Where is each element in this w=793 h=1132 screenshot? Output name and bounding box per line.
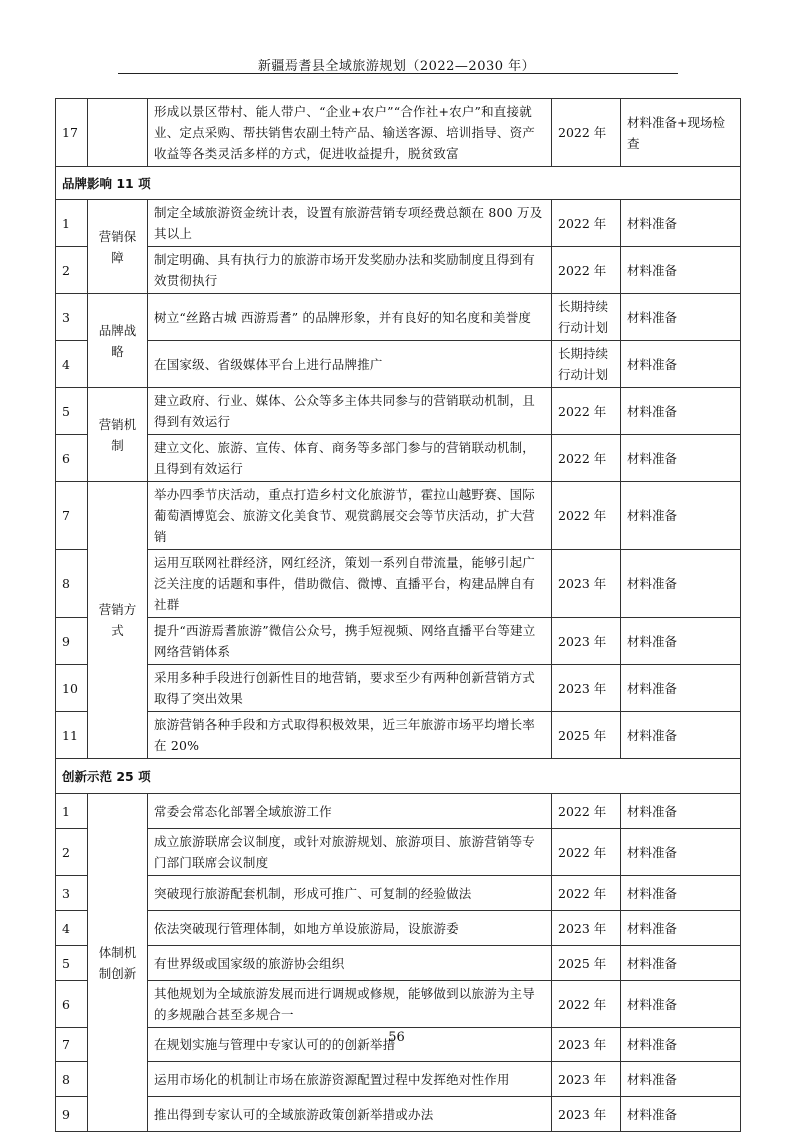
row-description: 运用市场化的机制让市场在旅游资源配置过程中发挥绝对性作用 (148, 1062, 552, 1097)
page-header-title: 新疆焉耆县全域旅游规划（2022—2030 年） (257, 59, 536, 74)
row-description: 制定全域旅游资金统计表，设置有旅游营销专项经费总额在 800 万及其以上 (148, 200, 552, 247)
row-number: 6 (56, 435, 88, 482)
row-method: 材料准备 (621, 482, 741, 550)
row-description: 在规划实施与管理中专家认可的的创新举措 (148, 1028, 552, 1062)
row-number: 3 (56, 294, 88, 341)
row-description: 建立文化、旅游、宣传、体育、商务等多部门参与的营销联动机制，且得到有效运行 (148, 435, 552, 482)
page-number: 56 (388, 1030, 405, 1045)
row-method: 材料准备 (621, 435, 741, 482)
row-method: 材料准备 (621, 911, 741, 946)
row-time: 2022 年 (552, 200, 621, 247)
table-row (56, 294, 741, 341)
row-method: 材料准备 (621, 618, 741, 665)
row-number: 17 (56, 99, 88, 167)
row-category: 营销机制 (88, 388, 148, 482)
row-time: 2023 年 (552, 1097, 621, 1132)
row-time: 2022 年 (552, 435, 621, 482)
row-time: 2025 年 (552, 946, 621, 981)
row-description: 推出得到专家认可的全域旅游政策创新举措或办法 (148, 1097, 552, 1132)
row-description: 运用互联网社群经济，网红经济，策划一系列自带流量，能够引起广泛关注度的话题和事件，借助微信、微博、直播平台，构建品牌自有社群 (148, 550, 552, 618)
row-description: 制定明确、具有执行力的旅游市场开发奖励办法和奖励制度且得到有效贯彻执行 (148, 247, 552, 294)
row-number: 3 (56, 876, 88, 911)
row-time: 2022 年 (552, 247, 621, 294)
row-description: 依法突破现行管理体制，如地方单设旅游局，设旅游委 (148, 911, 552, 946)
table-row (56, 794, 741, 829)
table-row (56, 829, 741, 876)
row-number: 7 (56, 1028, 88, 1062)
section-header-brand (56, 167, 741, 200)
row-time: 2023 年 (552, 550, 621, 618)
row-description: 突破现行旅游配套机制，形成可推广、可复制的经验做法 (148, 876, 552, 911)
row-description: 提升“西游焉耆旅游”微信公众号，携手短视频、网络直播平台等建立网络营销体系 (148, 618, 552, 665)
row-method: 材料准备 (621, 341, 741, 388)
table-row (56, 618, 741, 665)
criteria-table (55, 98, 741, 1132)
row-category: 营销方式 (88, 482, 148, 759)
row-description: 旅游营销各种手段和方式取得积极效果，近三年旅游市场平均增长率在 20% (148, 712, 552, 759)
row-number: 1 (56, 200, 88, 247)
row-method: 材料准备 (621, 388, 741, 435)
row-category: 营销保障 (88, 200, 148, 294)
row-method: 材料准备 (621, 1097, 741, 1132)
row-method: 材料准备 (621, 200, 741, 247)
row-number: 9 (56, 1097, 88, 1132)
row-category: 品牌战略 (88, 294, 148, 388)
row-description: 建立政府、行业、媒体、公众等多主体共同参与的营销联动机制，且得到有效运行 (148, 388, 552, 435)
table-row (56, 200, 741, 247)
row-number: 8 (56, 550, 88, 618)
row-description: 采用多种手段进行创新性目的地营销，要求至少有两种创新营销方式取得了突出效果 (148, 665, 552, 712)
row-method: 材料准备 (621, 294, 741, 341)
row-time: 2022 年 (552, 981, 621, 1028)
row-method: 材料准备 (621, 1028, 741, 1062)
row-description: 有世界级或国家级的旅游协会组织 (148, 946, 552, 981)
row-number: 4 (56, 911, 88, 946)
table-row (56, 1062, 741, 1097)
table-row (56, 1097, 741, 1132)
row-time: 2022 年 (552, 388, 621, 435)
row-number: 7 (56, 482, 88, 550)
row-number: 5 (56, 946, 88, 981)
row-description: 形成以景区带村、能人带户、“企业+农户”“合作社+农户”和直接就业、定点采购、帮扶销售农副土特产品、输送客源、培训指导、资产收益等各类灵活多样的方式，促进收益提升，脱贫致富 (148, 99, 552, 167)
section-title: 创新示范 25 项 (56, 759, 741, 794)
row-method: 材料准备 (621, 946, 741, 981)
row-number: 8 (56, 1062, 88, 1097)
row-time: 2023 年 (552, 1028, 621, 1062)
row-method: 材料准备 (621, 665, 741, 712)
row-time: 2022 年 (552, 99, 621, 167)
row-description: 在国家级、省级媒体平台上进行品牌推广 (148, 341, 552, 388)
row-method: 材料准备 (621, 550, 741, 618)
section-title: 品牌影响 11 项 (56, 167, 741, 200)
table-row (56, 665, 741, 712)
row-time: 2023 年 (552, 665, 621, 712)
table-row (56, 482, 741, 550)
row-method: 材料准备 (621, 247, 741, 294)
row-time: 2022 年 (552, 829, 621, 876)
row-number: 10 (56, 665, 88, 712)
table-row (56, 946, 741, 981)
row-description: 常委会常态化部署全域旅游工作 (148, 794, 552, 829)
row-method: 材料准备 (621, 712, 741, 759)
row-method: 材料准备 (621, 794, 741, 829)
row-number: 1 (56, 794, 88, 829)
table-row (56, 550, 741, 618)
row-method: 材料准备+现场检查 (621, 99, 741, 167)
section-header-innovation (56, 759, 741, 794)
row-method: 材料准备 (621, 829, 741, 876)
row-category (88, 99, 148, 167)
table-row (56, 911, 741, 946)
row-method: 材料准备 (621, 1062, 741, 1097)
row-number: 5 (56, 388, 88, 435)
row-description: 树立“丝路古城 西游焉耆” 的品牌形象，并有良好的知名度和美誉度 (148, 294, 552, 341)
row-number: 4 (56, 341, 88, 388)
table-row (56, 435, 741, 482)
row-number: 9 (56, 618, 88, 665)
table-row (56, 388, 741, 435)
row-description: 举办四季节庆活动，重点打造乡村文化旅游节，霍拉山越野赛、国际葡萄酒博览会、旅游文化美食节、观赏鹞展交会等节庆活动，扩大营销 (148, 482, 552, 550)
row-time: 长期持续行动计划 (552, 341, 621, 388)
table-row (56, 247, 741, 294)
table-row (56, 99, 741, 167)
row-number: 6 (56, 981, 88, 1028)
row-description: 其他规划为全域旅游发展而进行调规或修规，能够做到以旅游为主导的多规融合甚至多规合一 (148, 981, 552, 1028)
table-row (56, 712, 741, 759)
row-number: 11 (56, 712, 88, 759)
row-time: 2023 年 (552, 618, 621, 665)
row-time: 2023 年 (552, 1062, 621, 1097)
table-row (56, 341, 741, 388)
row-time: 2022 年 (552, 876, 621, 911)
row-time: 2025 年 (552, 712, 621, 759)
row-number: 2 (56, 829, 88, 876)
row-time: 2023 年 (552, 911, 621, 946)
table-row (56, 876, 741, 911)
table-row (56, 981, 741, 1028)
row-time: 2022 年 (552, 482, 621, 550)
row-time: 2022 年 (552, 794, 621, 829)
header-rule (118, 73, 678, 74)
row-time: 长期持续行动计划 (552, 294, 621, 341)
row-description: 成立旅游联席会议制度，或针对旅游规划、旅游项目、旅游营销等专门部门联席会议制度 (148, 829, 552, 876)
row-number: 2 (56, 247, 88, 294)
row-method: 材料准备 (621, 981, 741, 1028)
row-category: 体制机制创新 (88, 794, 148, 1132)
row-method: 材料准备 (621, 876, 741, 911)
